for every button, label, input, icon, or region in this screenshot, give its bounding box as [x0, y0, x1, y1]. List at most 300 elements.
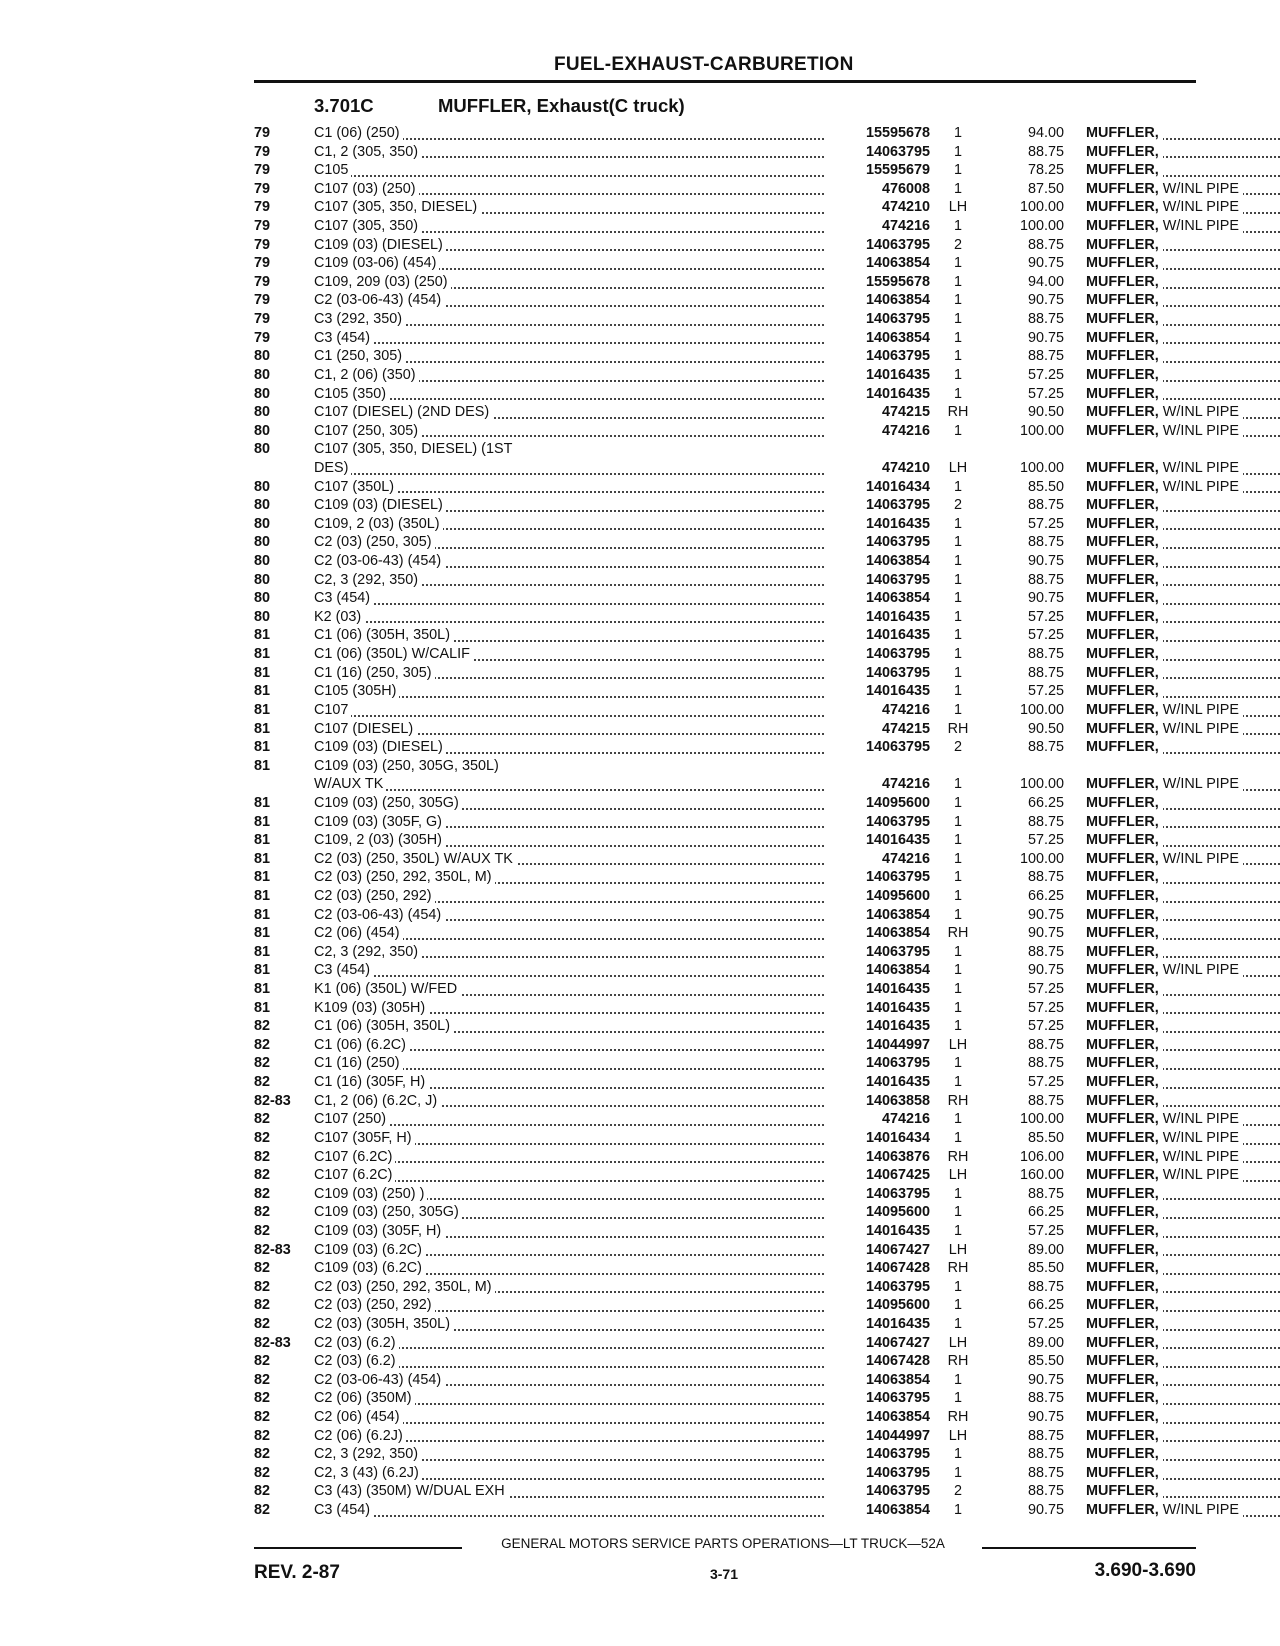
description-text — [1086, 1093, 1163, 1109]
part-number: 474216 — [881, 422, 930, 439]
application-text: C107 (350L) — [314, 479, 397, 495]
footer-publisher: GENERAL MOTORS SERVICE PARTS OPERATIONS—LT TRUCK—52A — [501, 1536, 945, 1551]
application — [314, 459, 830, 478]
quantity: 1 — [953, 348, 962, 365]
table-row — [254, 794, 1196, 813]
page-number: 3-71 — [709, 1566, 739, 1582]
model-year: 81 — [254, 757, 271, 774]
model-year: 81 — [254, 683, 271, 700]
description-text — [1086, 1000, 1163, 1016]
application-text: C2, 3 (292, 350) — [314, 944, 421, 960]
application — [314, 1203, 830, 1222]
table-row — [254, 496, 1196, 515]
leader-dots — [314, 342, 824, 344]
model-year: 82 — [254, 1129, 271, 1146]
price: 57.25 — [1027, 1074, 1064, 1091]
description — [1086, 1222, 1280, 1241]
model-year: 82 — [254, 1148, 271, 1165]
part-number: 474216 — [881, 218, 930, 235]
table-row — [254, 831, 1196, 850]
application-text: C2 (06) (454) — [314, 1409, 403, 1425]
application-text: C3 (292, 350) — [314, 311, 405, 327]
application-text: C107 (6.2C) — [314, 1167, 395, 1183]
description-name: MUFFLER, — [1086, 1111, 1159, 1128]
application — [314, 1092, 830, 1111]
application — [314, 738, 830, 757]
model-year: 82-83 — [254, 1334, 291, 1351]
description-name: MUFFLER, — [1086, 646, 1159, 663]
section-code: 3.701C — [314, 95, 374, 116]
quantity: 1 — [953, 255, 962, 272]
description-text — [1086, 1204, 1163, 1220]
application-text: C109 (03) (250, 305G) — [314, 1204, 462, 1220]
application-text: C2 (03) (6.2) — [314, 1353, 399, 1369]
part-number: 14063795 — [865, 813, 930, 830]
description-name: MUFFLER, — [1086, 999, 1159, 1016]
part-number: 14063795 — [865, 646, 930, 663]
model-year: 81 — [254, 794, 271, 811]
description — [1086, 626, 1280, 645]
table-row — [254, 775, 1239, 794]
page-title: FUEL-EXHAUST-CARBURETION — [554, 54, 854, 75]
model-year: 82 — [254, 1353, 271, 1370]
description-name: MUFFLER, — [1086, 701, 1159, 718]
description — [1086, 571, 1280, 590]
description-detail: W/INL PIPE — [1162, 478, 1239, 495]
part-number: 15595678 — [865, 273, 930, 290]
quantity: 1 — [953, 515, 962, 532]
quantity: 1 — [953, 664, 962, 681]
description-name: MUFFLER, — [1086, 1204, 1159, 1221]
price: 88.75 — [1027, 1185, 1064, 1202]
application-text: C1 (06) (6.2C) — [314, 1037, 409, 1053]
description — [1086, 1296, 1280, 1315]
table-row — [254, 868, 1196, 887]
part-number: 14063795 — [865, 534, 930, 551]
application — [314, 943, 830, 962]
table-row — [254, 1241, 1196, 1260]
part-number: 14063795 — [865, 497, 930, 514]
description-text — [1086, 1260, 1163, 1276]
application — [314, 1129, 830, 1148]
application-text: K2 (03) — [314, 609, 364, 625]
application — [314, 645, 830, 664]
model-year: 81 — [254, 646, 271, 663]
price: 88.75 — [1027, 236, 1064, 253]
description-name: MUFFLER, — [1086, 1167, 1159, 1184]
part-number: 14063795 — [865, 1055, 930, 1072]
model-year: 82 — [254, 1018, 271, 1035]
description-name: MUFFLER, — [1086, 385, 1159, 402]
description-name: MUFFLER, — [1086, 218, 1159, 235]
price: 57.25 — [1027, 683, 1064, 700]
application — [314, 887, 830, 906]
description-text — [1086, 907, 1163, 923]
description-name: MUFFLER, — [1086, 664, 1159, 681]
page-footer — [254, 1534, 1196, 1594]
price: 87.50 — [1027, 180, 1064, 197]
table-row — [254, 626, 1196, 645]
price: 85.50 — [1027, 1260, 1064, 1277]
application — [314, 608, 830, 627]
description-name: MUFFLER, — [1086, 1129, 1159, 1146]
description-detail: W/INL PIPE — [1162, 218, 1239, 235]
description-name: MUFFLER, — [1086, 143, 1159, 160]
price: 57.25 — [1027, 999, 1064, 1016]
price: 90.75 — [1027, 553, 1064, 570]
description-name: MUFFLER, — [1086, 571, 1159, 588]
description — [1086, 1073, 1280, 1092]
description — [1086, 273, 1280, 292]
part-number: 14044997 — [865, 1427, 930, 1444]
application — [314, 831, 830, 850]
quantity: 1 — [953, 553, 962, 570]
model-year: 82 — [254, 1483, 271, 1500]
description-text — [1086, 1055, 1163, 1071]
description — [1086, 1259, 1280, 1278]
description — [1086, 682, 1280, 701]
model-year: 81 — [254, 720, 271, 737]
description-detail: W/INL PIPE — [1162, 422, 1239, 439]
model-year: 81 — [254, 906, 271, 923]
application-text: C1 (16) (305F, H) — [314, 1074, 428, 1090]
description-name: MUFFLER, — [1086, 1390, 1159, 1407]
part-number: 14016434 — [865, 1129, 930, 1146]
description-text — [1086, 1018, 1163, 1034]
description-name: MUFFLER, — [1086, 180, 1159, 197]
description-text — [1086, 962, 1243, 978]
description — [1086, 1092, 1280, 1111]
part-number: 14063795 — [865, 1464, 930, 1481]
application-text: C2, 3 (292, 350) — [314, 1446, 421, 1462]
description — [1086, 1464, 1280, 1483]
table-row — [254, 124, 1196, 143]
application-text: C2 (06) (6.2J) — [314, 1428, 406, 1444]
description-name: MUFFLER, — [1086, 329, 1159, 346]
description-text — [1086, 944, 1163, 960]
description — [1086, 515, 1280, 534]
quantity: 1 — [953, 571, 962, 588]
description-text — [1086, 1111, 1243, 1127]
model-year: 80 — [254, 571, 271, 588]
part-number: 474216 — [881, 1111, 930, 1128]
description-text — [1086, 497, 1163, 513]
model-year: 82 — [254, 1390, 271, 1407]
application — [314, 496, 830, 515]
quantity: RH — [947, 1260, 969, 1277]
application-text: C107 (305, 350, DIESEL) (1ST — [314, 441, 515, 457]
description — [1086, 422, 1280, 441]
application — [314, 143, 830, 162]
price: 57.25 — [1027, 1222, 1064, 1239]
part-number: 474215 — [881, 720, 930, 737]
price: 85.50 — [1027, 478, 1064, 495]
description-name: MUFFLER, — [1086, 813, 1159, 830]
application — [314, 347, 830, 366]
quantity: 1 — [953, 180, 962, 197]
description-name: MUFFLER, — [1086, 366, 1159, 383]
price: 100.00 — [1019, 776, 1064, 793]
price: 88.75 — [1027, 1092, 1064, 1109]
description-text — [1086, 1353, 1163, 1369]
description-text — [1086, 553, 1163, 569]
page-header — [254, 54, 1196, 82]
table-row — [254, 254, 1196, 273]
table-row — [254, 1054, 1196, 1073]
model-year: 79 — [254, 125, 271, 141]
application-text: K1 (06) (350L) W/FED — [314, 981, 460, 997]
application — [314, 440, 830, 459]
model-year: 79 — [254, 143, 271, 160]
application — [314, 626, 830, 645]
quantity: 1 — [953, 850, 962, 867]
application-text: C3 (454) — [314, 590, 373, 606]
price: 88.75 — [1027, 1427, 1064, 1444]
description — [1086, 906, 1280, 925]
quantity: 1 — [953, 701, 962, 718]
price: 100.00 — [1019, 422, 1064, 439]
price: 88.75 — [1027, 1055, 1064, 1072]
table-row — [254, 757, 1196, 776]
quantity: 1 — [953, 478, 962, 495]
table-row — [254, 1408, 1196, 1427]
price: 90.75 — [1027, 1371, 1064, 1388]
price: 94.00 — [1027, 273, 1064, 290]
price: 88.75 — [1027, 1446, 1064, 1463]
description — [1086, 645, 1280, 664]
price: 90.75 — [1027, 925, 1064, 942]
application — [314, 366, 830, 385]
part-number: 14063795 — [865, 143, 930, 160]
price: 100.00 — [1019, 701, 1064, 718]
description-text — [1086, 1372, 1163, 1388]
quantity: 1 — [953, 534, 962, 551]
part-number: 14016435 — [865, 608, 930, 625]
table-row — [254, 1315, 1196, 1334]
description-text — [1086, 423, 1243, 439]
description-text — [1086, 516, 1163, 532]
model-year: 82 — [254, 1316, 271, 1332]
description-name: MUFFLER, — [1086, 1446, 1159, 1463]
part-number: 14067428 — [865, 1260, 930, 1277]
table-row — [254, 571, 1196, 590]
quantity: 1 — [953, 143, 962, 160]
description-text — [1086, 1502, 1243, 1518]
application — [314, 478, 830, 497]
part-number: 14063795 — [865, 943, 930, 960]
quantity: 1 — [953, 1316, 962, 1332]
description-name: MUFFLER, — [1086, 1371, 1159, 1388]
application-text: C1 (06) (350L) W/CALIF — [314, 646, 473, 662]
description-text — [1086, 1242, 1163, 1258]
table-row — [254, 980, 1196, 999]
part-number: 14063795 — [865, 1446, 930, 1463]
table-row — [254, 1148, 1239, 1167]
description-name: MUFFLER, — [1086, 497, 1159, 514]
quantity: RH — [947, 1092, 969, 1109]
quantity: 1 — [953, 1502, 962, 1519]
description — [1086, 198, 1280, 217]
application — [314, 1482, 830, 1501]
price: 57.25 — [1027, 1018, 1064, 1035]
table-row — [254, 329, 1196, 348]
application — [314, 515, 830, 534]
part-number: 14063795 — [865, 571, 930, 588]
application — [314, 1036, 830, 1055]
description-text — [1086, 1297, 1163, 1313]
table-row — [254, 291, 1196, 310]
model-year: 82 — [254, 1185, 271, 1202]
quantity: 1 — [953, 162, 962, 179]
description — [1086, 310, 1280, 329]
description — [1086, 701, 1280, 720]
part-number: 14016435 — [865, 515, 930, 532]
table-row — [254, 1482, 1196, 1501]
model-year: 80 — [254, 366, 271, 383]
model-year: 81 — [254, 739, 271, 756]
application — [314, 980, 830, 999]
part-number: 14044997 — [865, 1036, 930, 1053]
model-year: 80 — [254, 590, 271, 607]
price: 88.75 — [1027, 646, 1064, 663]
description-name: MUFFLER, — [1086, 832, 1159, 849]
model-year: 81 — [254, 962, 271, 979]
description — [1086, 1389, 1280, 1408]
table-row — [254, 552, 1196, 571]
price: 88.75 — [1027, 1278, 1064, 1295]
model-year: 82 — [254, 1111, 271, 1128]
model-year: 79 — [254, 311, 271, 328]
quantity: 1 — [953, 646, 962, 663]
table-row — [254, 1222, 1196, 1241]
description-text — [1086, 386, 1163, 402]
table-row — [254, 1129, 1239, 1148]
description — [1086, 291, 1280, 310]
application-text: C109, 2 (03) (350L) — [314, 516, 443, 532]
description — [1086, 961, 1280, 980]
model-year: 80 — [254, 348, 271, 365]
part-number: 14016435 — [865, 832, 930, 849]
part-number: 14016435 — [865, 981, 930, 998]
model-year: 81 — [254, 869, 271, 886]
quantity: 1 — [953, 981, 962, 998]
application-text: C107 (DIESEL) (2ND DES) — [314, 404, 492, 420]
price: 90.75 — [1027, 906, 1064, 923]
quantity: RH — [947, 1148, 969, 1165]
quantity: 1 — [953, 794, 962, 811]
table-row — [254, 645, 1196, 664]
model-year: 80 — [254, 553, 271, 570]
price: 90.75 — [1027, 1409, 1064, 1426]
description-name: MUFFLER, — [1086, 981, 1159, 998]
description-text — [1086, 683, 1163, 699]
application-text: C107 (250) — [314, 1111, 389, 1127]
description-name: MUFFLER, — [1086, 1222, 1159, 1239]
application — [314, 552, 830, 571]
description-name: MUFFLER, — [1086, 515, 1159, 532]
description-name: MUFFLER, — [1086, 850, 1159, 867]
part-number: 14016435 — [865, 1074, 930, 1091]
leader-dots — [314, 789, 824, 791]
application-text: C1 (16) (250) — [314, 1055, 403, 1071]
description-text — [1086, 1130, 1243, 1146]
table-row — [254, 1296, 1196, 1315]
model-year: 80 — [254, 478, 271, 495]
part-number: 14095600 — [865, 1204, 930, 1221]
description — [1086, 254, 1280, 273]
part-number: 14063854 — [865, 292, 930, 309]
model-year: 79 — [254, 236, 271, 253]
description-name: MUFFLER, — [1086, 1464, 1159, 1481]
model-year: 81 — [254, 887, 271, 904]
description — [1086, 887, 1280, 906]
description-name: MUFFLER, — [1086, 1353, 1159, 1370]
part-number: 14067428 — [865, 1353, 930, 1370]
quantity: 1 — [953, 832, 962, 849]
quantity: LH — [948, 1241, 968, 1258]
model-year: 80 — [254, 441, 271, 458]
description-name: MUFFLER, — [1086, 553, 1159, 570]
table-row — [254, 1166, 1239, 1185]
application-text: C2, 3 (43) (6.2J) — [314, 1465, 422, 1481]
description — [1086, 347, 1280, 366]
description-name: MUFFLER, — [1086, 962, 1159, 979]
model-year: 81 — [254, 943, 271, 960]
part-number: 14063858 — [865, 1092, 930, 1109]
description-text — [1086, 181, 1243, 197]
table-row — [254, 1073, 1196, 1092]
description-text — [1086, 460, 1243, 476]
description — [1086, 980, 1280, 999]
price: 100.00 — [1019, 1111, 1064, 1128]
description-detail: W/INL PIPE — [1162, 459, 1239, 476]
quantity: 1 — [953, 1018, 962, 1035]
application — [314, 868, 830, 887]
description-text — [1086, 795, 1163, 811]
application-text: C107 (305, 350, DIESEL) — [314, 199, 480, 215]
description — [1086, 1352, 1280, 1371]
quantity: 2 — [953, 497, 962, 514]
description-text — [1086, 1446, 1163, 1462]
quantity: 1 — [953, 813, 962, 830]
description-text — [1086, 1335, 1163, 1351]
application-text: C3 (454) — [314, 1502, 373, 1518]
part-number: 14063854 — [865, 590, 930, 607]
description — [1086, 1110, 1280, 1129]
part-number: 474215 — [881, 404, 930, 421]
description-detail: W/INL PIPE — [1162, 199, 1239, 216]
table-row — [254, 515, 1196, 534]
model-year: 81 — [254, 832, 271, 849]
description — [1086, 143, 1280, 162]
description-text — [1086, 1279, 1163, 1295]
section-heading — [314, 95, 685, 117]
application — [314, 999, 830, 1018]
description-text — [1086, 721, 1243, 737]
price: 57.25 — [1027, 515, 1064, 532]
application-text: C2 (03-06-43) (454) — [314, 907, 444, 923]
description-name: MUFFLER, — [1086, 1185, 1159, 1202]
model-year: 79 — [254, 292, 271, 309]
application — [314, 906, 830, 925]
table-row — [254, 1352, 1196, 1371]
description — [1086, 1501, 1280, 1520]
description-text — [1086, 367, 1163, 383]
description — [1086, 217, 1280, 236]
table-row — [254, 924, 1196, 943]
description-text — [1086, 776, 1243, 792]
description — [1086, 161, 1280, 180]
